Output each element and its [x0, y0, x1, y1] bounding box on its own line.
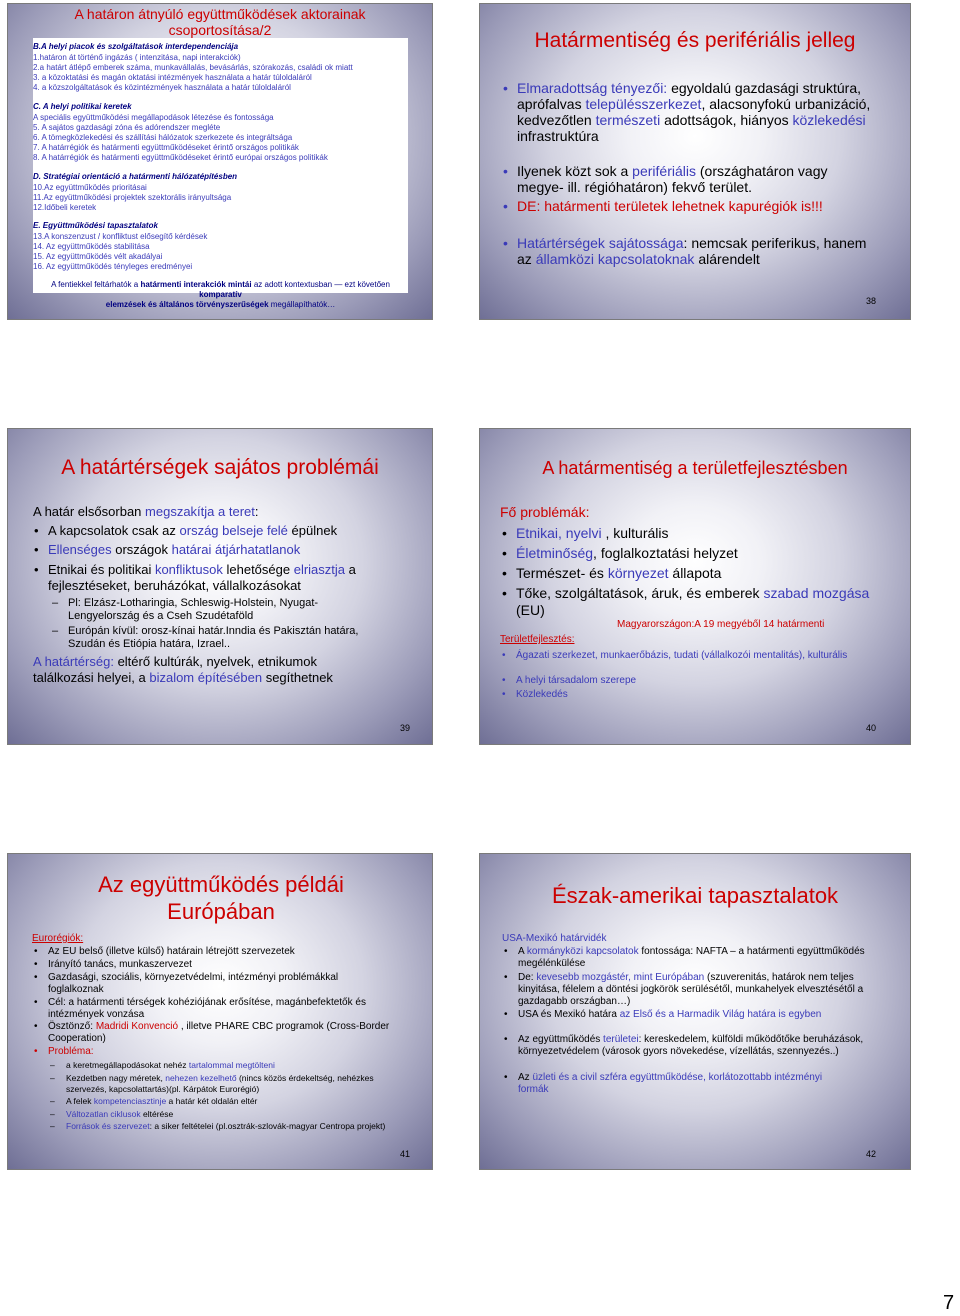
slide-42: [479, 853, 911, 1170]
list-item: A speciális együttműködési megállapodások létezése és fontossága: [33, 113, 274, 122]
intro-text: A határ elsősorban megszakítja a teret:: [33, 504, 259, 519]
title-line-2: csoportosítása/2: [168, 22, 272, 39]
bullet-item: • Életminőség, foglalkoztatási helyzet: [516, 545, 738, 562]
list-item: 6. A tömegközlekedési és szállítási hálózatok szerkezete és integráltsága: [33, 133, 293, 142]
bullet-item: • Gazdasági, szociális, környezetvédelmi, intézményi problémákkal foglalkoznak: [48, 972, 378, 996]
list-item: 2.a határt átlépő emberek száma, munkavállalás, bevásárlás, szórakozás, családi ok miatt: [33, 63, 353, 72]
list-item: 15. Az együttműködés vélt akadályai: [33, 252, 163, 261]
bullet-item: • Közlekedés: [516, 688, 568, 701]
bullet-item: • Ilyenek közt sok a perifériális (országhatáron vagy megye- ill. régióhatáron) fekvő terület.: [517, 163, 877, 195]
list-item: 11.Az együttműködési projektek szektorális irányultsága: [33, 193, 232, 202]
slide-number: 39: [400, 723, 411, 733]
slide-38: [479, 3, 911, 320]
bullet-item: • Cél: a határmenti térségek kohéziójának erősítése, magánbefektetők és intézmények vonzása: [48, 997, 398, 1021]
section-d-heading: D. Stratégiai orientáció a határmenti hálózatépítésben: [33, 172, 238, 181]
bullet-item: • Irányító tanács, munkaszervezet: [48, 959, 192, 971]
slide-number: 42: [866, 1149, 877, 1159]
slide-40: [479, 428, 911, 745]
bullet-item: • Etnikai és politikai konfliktusok lehetősége elriasztja a fejlesztéseket, beruházókat, vállalkozásokat: [48, 562, 403, 594]
bullet-item: • Határtérségek sajátossága: nemcsak periferikus, hanem az államközi kapcsolatoknak alárendelt: [517, 235, 877, 267]
bullet-item: • A kormányközi kapcsolatok fontossága: NAFTA – a határmenti együttműködés megélénkülése: [518, 946, 873, 970]
bullet-item: • Ellenséges országok határai átjárhatatlanok: [48, 542, 300, 558]
bullet-item: • Az üzleti és a civil szféra együttműködése, korlátozottabb intézményi formák: [518, 1072, 838, 1096]
section-heading: Területfejlesztés:: [500, 634, 575, 645]
page-number: 7: [943, 1292, 955, 1314]
section-e-heading: E. Együttműködési tapasztalatok: [33, 221, 158, 230]
slide-title: A határmentiség a területfejlesztésben: [542, 458, 848, 478]
closing-text: A határtérség: eltérő kultúrák, nyelvek, etnikumok találkozási helyei, a bizalom építésében segíthetnek: [33, 654, 333, 685]
bullet-item: • Az EU belső (illetve külső) határain létrejött szervezetek: [48, 946, 295, 958]
bullet-item: • Természet- és környezet állapota: [516, 565, 721, 582]
list-item: 8. A határrégiók és határmenti együttműködéseket érintő európai országos politikák: [33, 153, 328, 162]
bullet-item: • Probléma:: [48, 1046, 94, 1058]
list-item: 7. A határrégiók és határmenti együttműködéseket érintő országos politikák: [33, 143, 299, 152]
list-item: 14. Az együttműködés stabilitása: [33, 242, 150, 251]
slide-37: [7, 3, 433, 320]
note-text: Magyarországon:A 19 megyéből 14 határmenti: [617, 619, 825, 630]
bullet-item: • USA és Mexikó határa az Első és a Harmadik Világ határa is egyben: [518, 1009, 858, 1021]
bullet-item: • De: kevesebb mozgástér, mint Európában (szuverenitás, határok nem teljes kinyitása, félelem a döntési jogkörök serülésétől, munkahelyek elvesztésétől a gazdagabb országban…): [518, 972, 873, 1008]
list-item: 13.A konszenzust / konfliktust elősegítő kérdések: [33, 232, 208, 241]
sub-item: – Európán kívül: orosz-kínai határ.Inndia és Pakisztán határa, Szudán és Etiópia határa, Izrael..: [68, 625, 388, 651]
bullet-item: • A helyi társadalom szerepe: [516, 674, 636, 687]
slide-footer-text: A fentiekkel feltárhatók a határmenti interakciók mintái az adott kontextusban — ezt követően komparatív elemzések és általános törvényszerűségek megállapíthatók…: [51, 280, 390, 309]
bullet-item: • Ágazati szerkezet, munkaerőbázis, tudati (vállalkozói mentalitás), kulturális: [516, 649, 866, 662]
section-heading: Eurorégiók:: [32, 933, 84, 944]
bullet-item: • Etnikai, nyelvi , kulturális: [516, 525, 669, 542]
slide-number: 41: [400, 1149, 411, 1159]
sub-item: – Források és szervezet: a siker feltételei (pl.osztrák-szlovák-magyar Centropa projekt): [66, 1121, 401, 1132]
slide-title: Határmentiség és perifériális jelleg: [534, 29, 856, 52]
list-item: 1.határon át történő ingázás ( intenzitása, napi interakciók): [33, 53, 241, 62]
sub-item: – A felek kompetenciasztinje a határ két oldalán eltér: [66, 1096, 257, 1107]
list-item: 16. Az együttműködés tényleges eredményei: [33, 262, 193, 271]
bullet-item: • Az együttműködés területei: kereskedelem, külföldi működőtőke beruházások, környezetvédelem (városok gyors növekedése, vízellátás, szennyezés..): [518, 1034, 873, 1058]
slide-title: Észak-amerikai tapasztalatok: [551, 883, 839, 908]
bullet-item: • A kapcsolatok csak az ország belseje felé épülnek: [48, 523, 337, 539]
slide-title: A határtérségek sajátos problémái: [61, 456, 379, 479]
section-c-heading: C. A helyi politikai keretek: [33, 102, 132, 111]
slide-title: [8, 6, 432, 38]
list-item: 10.Az együttműködés prioritásai: [33, 183, 147, 192]
slide-41: [7, 853, 433, 1170]
slide-title: Az együttműködés példái Európában: [98, 872, 344, 924]
bullet-item: • DE: határmenti területek lehetnek kapurégiók is!!!: [517, 198, 877, 214]
title-line-1: A határon átnyúló együttműködések aktorainak: [74, 6, 366, 22]
slide-39: [7, 428, 433, 745]
section-b-heading: B.A helyi piacok és szolgáltatások interdependenciája: [33, 42, 239, 51]
sub-item: – Pl: Elzász-Lotharingia, Schleswig-Holstein, Nyugat-Lengyelország és a Cseh Szudétaföld: [68, 597, 368, 623]
list-item: 4. a közszolgáltatások és közintézmények használata a határ túloldaláról: [33, 83, 291, 92]
sub-item: – Változatlan ciklusok eltérése: [66, 1109, 173, 1120]
bullet-item: • Elmaradottság tényezői: egyoldalú gazdasági struktúra, aprófalvas településszerkezet, alacsonyfokú urbanizáció, kedvezőtlen természeti adottságok, hiányos közlekedési infrastruktúra: [517, 80, 877, 144]
list-item: 3. a közoktatási és magán oktatási intézmények használata a határ túloldaláról: [33, 73, 312, 82]
sub-item: – a keretmegállapodásokat nehéz tartalommal megtölteni: [66, 1060, 275, 1071]
bullet-item: • Ösztönző: Madridi Konvenció , illetve PHARE CBC programok (Cross-Border Cooperation): [48, 1021, 398, 1045]
list-item: 5. A sajátos gazdasági zóna és adórendszer megléte: [33, 123, 221, 132]
section-heading: Fő problémák:: [500, 504, 590, 520]
list-item: 12.Időbeli keretek: [33, 203, 97, 212]
sub-item: – Kezdetben nagy méretek, nehezen kezelhető (nincs közös érdekeltség, nehézkes szervezés, kapcsolattartás)(pl. Kárpátok Eurorégió): [66, 1073, 396, 1094]
bullet-item: • Tőke, szolgáltatások, áruk, és emberek szabad mozgása (EU): [516, 585, 876, 619]
slide-number: 40: [866, 723, 877, 733]
slide-number: 38: [866, 296, 877, 306]
section-heading: USA-Mexikó határvidék: [502, 933, 607, 944]
